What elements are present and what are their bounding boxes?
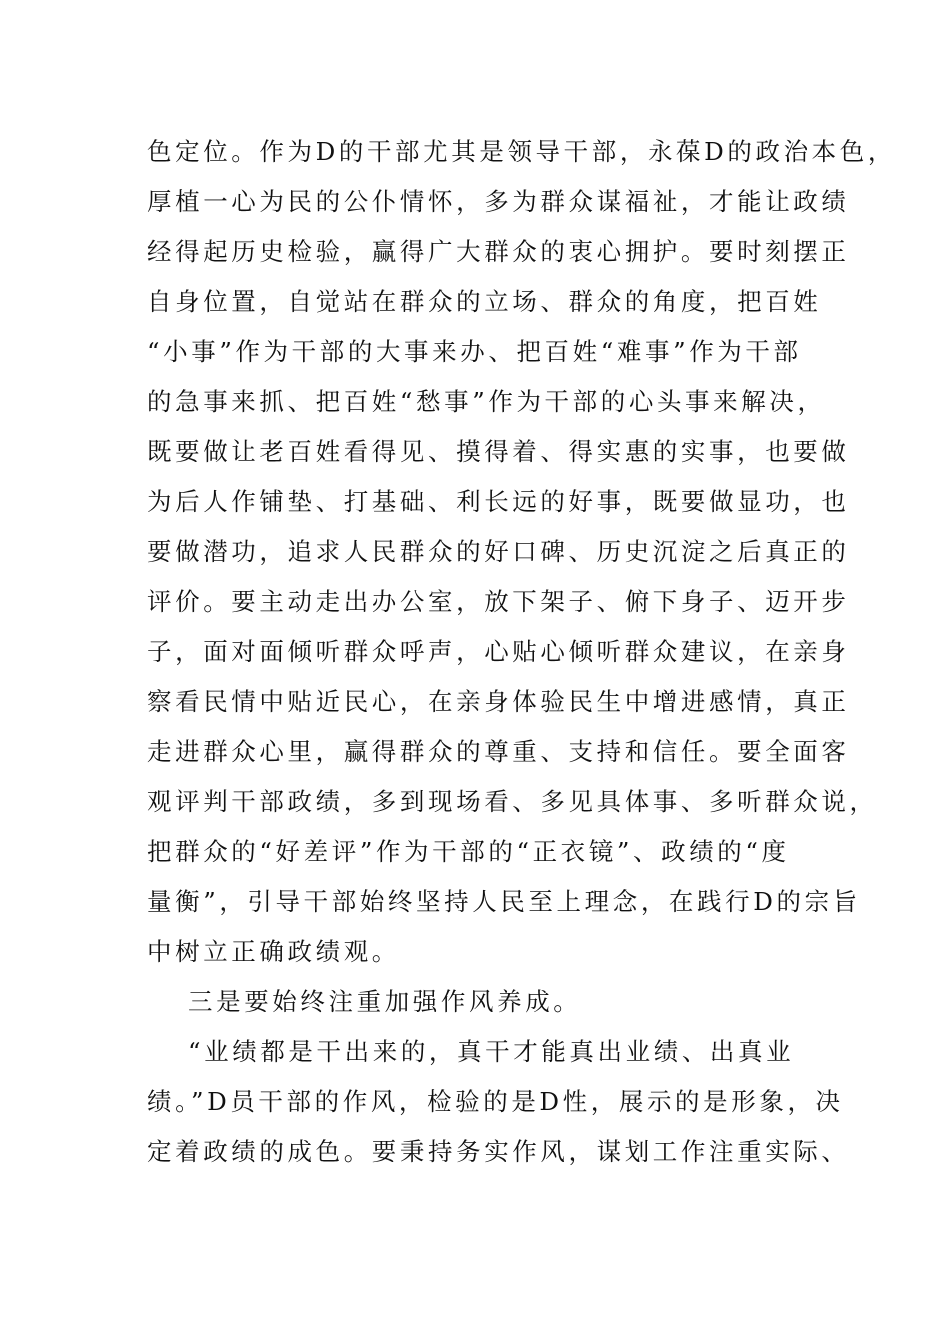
text-line: 评价。要主动走出办公室，放下架子、俯下身子、迈开步	[147, 587, 850, 616]
text-line: 量衡”，引导干部始终坚持人民至上理念，在践行D的宗旨	[147, 887, 861, 916]
text-line: “小事”作为干部的大事来办、把百姓“难事”作为干部	[147, 337, 802, 366]
text-line: 把群众的“好差评”作为干部的“正衣镜”、政绩的“度	[147, 837, 790, 866]
text-line: 既要做让老百姓看得见、摸得着、得实惠的实事，也要做	[147, 437, 850, 466]
text-line: 要做潜功，追求人民群众的好口碑、历史沉淀之后真正的	[147, 537, 850, 566]
text-line: 自身位置，自觉站在群众的立场、群众的角度，把百姓	[147, 287, 822, 316]
text-line: 定着政绩的成色。要秉持务实作风，谋划工作注重实际、	[147, 1137, 850, 1166]
text-line: 的急事来抓、把百姓“愁事”作为干部的心头事来解决，	[147, 387, 826, 416]
text-line: 绩。”D员干部的作风，检验的是D性，展示的是形象，决	[147, 1087, 844, 1116]
text-line: 经得起历史检验，赢得广大群众的衷心拥护。要时刻摆正	[147, 237, 850, 266]
text-line: 为后人作铺垫、打基础、利长远的好事，既要做显功，也	[147, 487, 850, 516]
text-line: 察看民情中贴近民心，在亲身体验民生中增进感情，真正	[147, 687, 850, 716]
text-line: “业绩都是干出来的，真干才能真出业绩、出真业	[188, 1037, 795, 1066]
text-line: 观评判干部政绩，多到现场看、多见具体事、多听群众说，	[147, 787, 878, 816]
text-line: 中树立正确政绩观。	[147, 937, 400, 966]
text-line: 子，面对面倾听群众呼声，心贴心倾听群众建议，在亲身	[147, 637, 850, 666]
text-line: 色定位。作为D的干部尤其是领导干部，永葆D的政治本色，	[147, 137, 896, 166]
text-line: 厚植一心为民的公仆情怀，多为群众谋福祉，才能让政绩	[147, 187, 850, 216]
text-line: 走进群众心里，赢得群众的尊重、支持和信任。要全面客	[147, 737, 850, 766]
section-heading: 三是要始终注重加强作风养成。	[188, 987, 582, 1016]
